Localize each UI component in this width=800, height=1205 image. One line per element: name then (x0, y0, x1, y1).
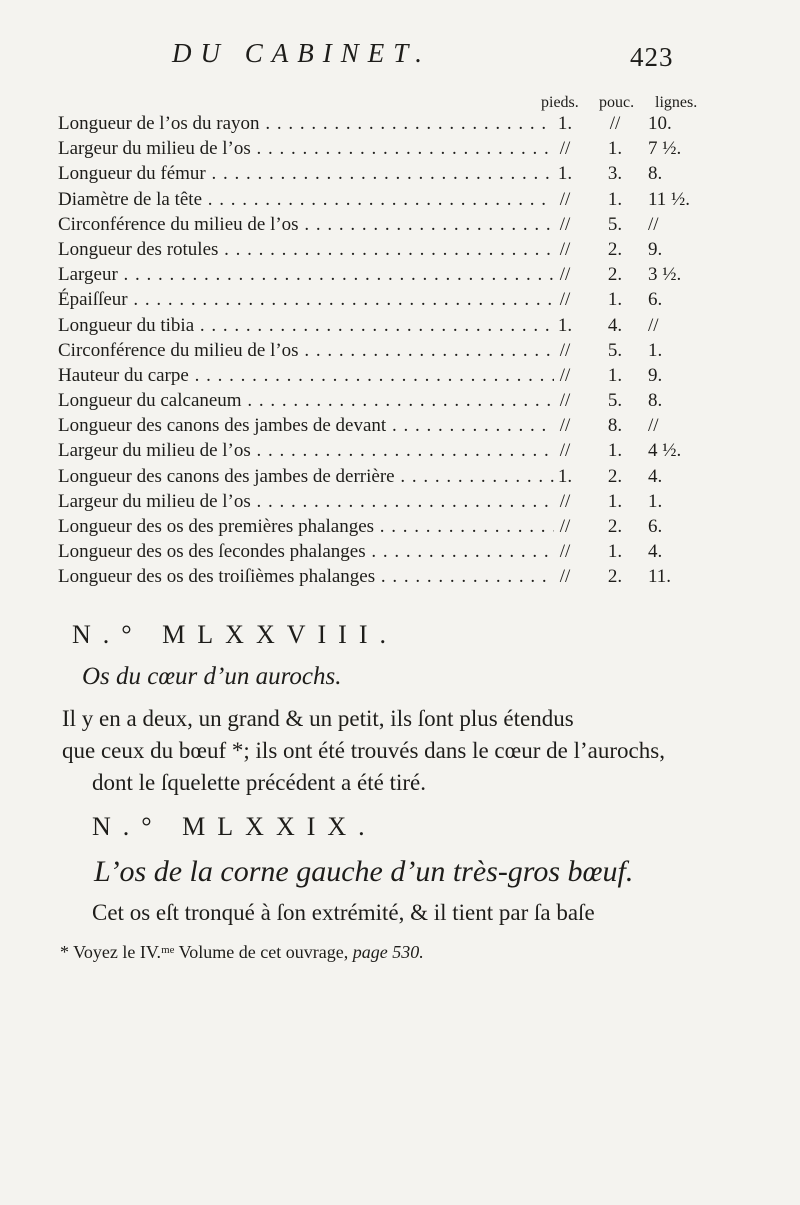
table-row (58, 464, 738, 489)
value-lignes: // (648, 415, 659, 437)
measurement-label: Circonférence du milieu de l’os . . . (58, 338, 554, 363)
measurement-label: Longueur des rotules . . . (58, 237, 554, 262)
measurement-label: Longueur du tibia . . . (58, 313, 554, 338)
entry-title-os-de-la-corne: L’os de la corne gauche d’un très-gros bœuf. (94, 855, 634, 888)
value-pieds: // (559, 516, 571, 537)
paragraph-line-4: Cet os eſt tronqué à ſon extrémité, & il tient par ſa baſe (92, 900, 595, 925)
measurement-label: Longueur du calcaneum . . . (58, 388, 554, 413)
measurement-label: Hauteur du carpe . . . (58, 363, 554, 388)
value-pouc: 8. (607, 415, 623, 437)
value-lignes: 4. (648, 465, 663, 487)
value-pieds: // (559, 264, 571, 286)
value-lignes: 11. (648, 566, 672, 588)
value-pouc: 1. (607, 188, 623, 210)
column-header-lignes: lignes. (655, 94, 698, 111)
footnote-text: * Voyez le IV.ᵐᵉ Volume de cet ouvrage, (60, 942, 349, 962)
measurement-label: Longueur des os des ſecondes phalanges . . . (58, 539, 554, 564)
table-row (58, 539, 738, 564)
measurement-label: Largeur . . . (58, 262, 554, 287)
value-lignes: 8. (648, 163, 663, 185)
value-pouc: 1. (607, 440, 623, 462)
value-lignes: 8. (648, 390, 663, 412)
value-pieds: // (559, 566, 571, 588)
entry-title-os-du-coeur: Os du cœur d’un aurochs. (82, 663, 342, 690)
value-pouc: // (609, 113, 621, 134)
measurement-label: Longueur du fémur . . . (58, 161, 554, 186)
value-lignes: // (648, 213, 659, 235)
page-header (0, 38, 800, 78)
table-row (58, 413, 738, 438)
running-title: DU CABINET. (172, 38, 431, 68)
value-pouc: 1. (607, 364, 623, 386)
value-lignes: 3 ½. (648, 264, 682, 286)
value-lignes: 11 ½. (648, 188, 691, 210)
value-pouc: 2. (607, 465, 623, 487)
measurement-label: Épaiſſeur . . . (58, 287, 554, 312)
value-lignes: 9. (648, 238, 663, 260)
table-row (58, 388, 738, 413)
measurement-label: Longueur de l’os du rayon . . . (58, 111, 554, 136)
value-pieds: // (559, 541, 571, 563)
value-pouc: 5. (607, 339, 623, 361)
value-pieds: // (559, 213, 571, 235)
column-header-pouc: pouc. (599, 94, 635, 111)
value-pouc: 5. (607, 213, 623, 235)
value-pieds: 1. (557, 314, 573, 336)
paragraph-line-2: que ceux du bœuf *; ils ont été trouvés dans le cœur de l’aurochs, (62, 738, 665, 763)
value-pouc: 1. (607, 289, 623, 311)
measurement-label: Diamètre de la tête . . . (58, 187, 554, 212)
value-pieds: // (559, 339, 571, 361)
value-pieds: 1. (557, 113, 573, 134)
value-pieds: // (559, 238, 571, 260)
table-row (58, 564, 738, 589)
table-row (58, 111, 738, 136)
page-number: 423 (630, 42, 674, 72)
value-lignes: 10. (648, 113, 672, 134)
table-row (58, 338, 738, 363)
value-pouc: 5. (607, 390, 623, 412)
value-pouc: 2. (607, 238, 623, 260)
value-pieds: 1. (557, 465, 573, 487)
table-row (58, 237, 738, 262)
footnote-page-ref: page 530. (352, 942, 424, 962)
column-header-pieds: pieds. (541, 94, 579, 111)
measurement-label: Circonférence du milieu de l’os . . . (58, 212, 554, 237)
value-pieds: // (559, 490, 571, 512)
table-row (58, 212, 738, 237)
value-pouc: 2. (607, 264, 623, 286)
value-pouc: 1. (607, 490, 623, 512)
value-pouc: 2. (607, 516, 623, 537)
value-lignes: 6. (648, 289, 663, 311)
value-lignes: 1. (648, 339, 663, 361)
value-pieds: // (559, 440, 571, 462)
table-row (58, 438, 738, 463)
value-pieds: 1. (557, 163, 573, 185)
table-row (58, 489, 738, 514)
value-lignes: 1. (648, 490, 663, 512)
measurement-label: Largeur du milieu de l’os . . . (58, 489, 554, 514)
table-row (58, 313, 738, 338)
value-pieds: // (559, 415, 571, 437)
value-pieds: // (559, 188, 571, 210)
value-lignes: 9. (648, 364, 663, 386)
table-row (58, 363, 738, 388)
value-lignes: 4. (648, 541, 663, 563)
measurement-label: Largeur du milieu de l’os . . . (58, 136, 554, 161)
value-lignes: // (648, 314, 659, 336)
value-pieds: // (559, 289, 571, 311)
value-pieds: // (559, 364, 571, 386)
measurement-label: Longueur des os des troiſièmes phalanges . . . (58, 564, 554, 589)
measurement-label: Longueur des canons des jambes de devant . . . (58, 413, 554, 438)
table-row (58, 262, 738, 287)
paragraph-line-3: dont le ſquelette précédent a été tiré. (92, 770, 426, 795)
table-row (58, 161, 738, 186)
table-row (58, 187, 738, 212)
value-lignes: 7 ½. (648, 138, 682, 160)
value-pouc: 1. (607, 138, 623, 160)
table-row (58, 287, 738, 312)
value-pouc: 3. (607, 163, 623, 185)
value-lignes: 6. (648, 516, 663, 537)
measurement-label: Largeur du milieu de l’os . . . (58, 438, 554, 463)
entry-number-mlxxix: N.° MLXXIX. (92, 812, 377, 841)
measurement-table (58, 111, 738, 590)
table-row (58, 136, 738, 161)
value-pouc: 1. (607, 541, 623, 563)
footnote (60, 942, 424, 963)
value-pieds: // (559, 138, 571, 160)
paragraph-line-1: Il y en a deux, un grand & un petit, ils ſont plus étendus (62, 706, 574, 731)
value-pieds: // (559, 390, 571, 412)
entry-number-mlxxviii: N.° MLXXVIII. (72, 620, 398, 649)
measurement-label: Longueur des os des premières phalanges . . . (58, 514, 554, 539)
table-row (58, 514, 738, 539)
measurement-label: Longueur des canons des jambes de derrière . . . (58, 464, 554, 489)
value-lignes: 4 ½. (648, 440, 682, 462)
value-pouc: 2. (607, 566, 623, 588)
value-pouc: 4. (607, 314, 623, 336)
